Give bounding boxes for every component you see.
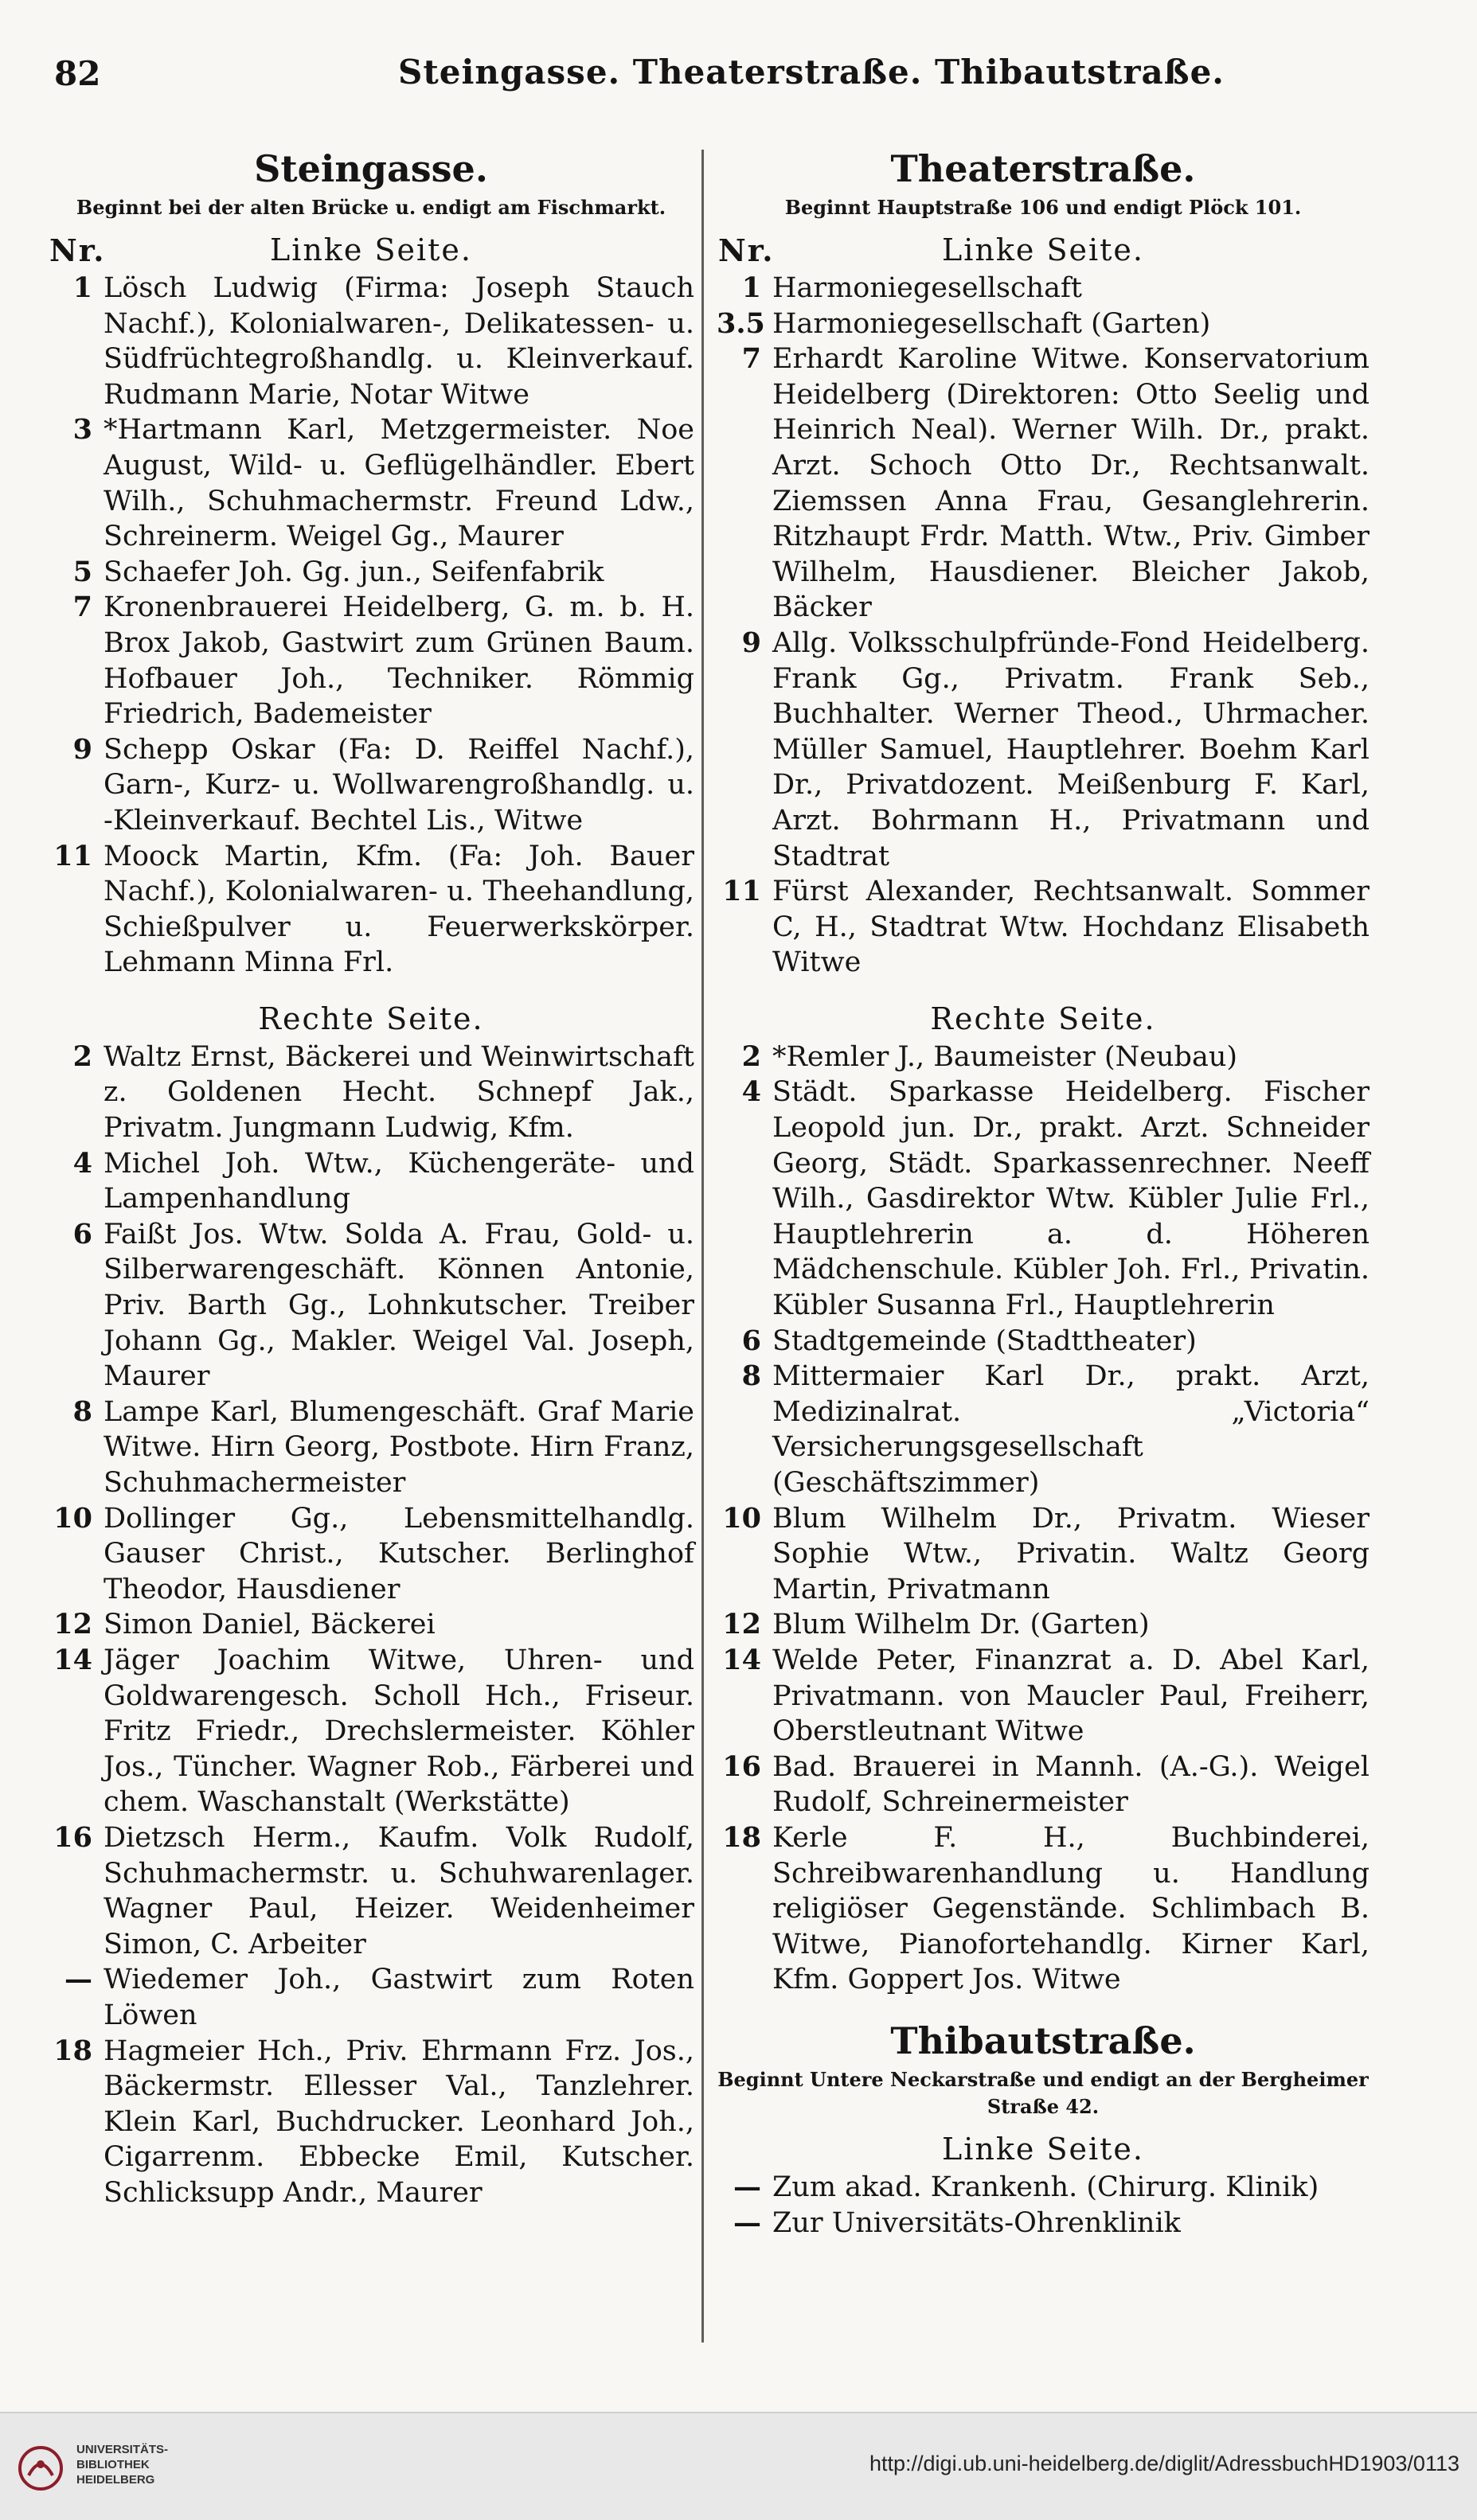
house-number: 16: [53, 1820, 92, 1854]
address-entry: [717, 1324, 1370, 1359]
address-entry: [48, 839, 694, 981]
entry-list: [717, 2170, 1370, 2241]
address-entry: [717, 2206, 1370, 2241]
column-divider: [701, 150, 704, 2343]
section-description: Beginnt Hauptstraße 106 und endigt Plöck 101.: [784, 196, 1302, 219]
address-entry: [48, 555, 694, 591]
house-number: 18: [53, 2034, 92, 2067]
house-number: 2: [741, 1040, 761, 1073]
address-entry: [48, 1962, 694, 2033]
house-number: 12: [722, 1608, 761, 1641]
entry-text: Welde Peter, Finanzrat a. D. Abel Karl, Privatmann. von Maucler Paul, Freiherr, Oberstleutnant Witwe: [772, 1644, 1370, 1748]
address-entry: [717, 1750, 1370, 1820]
entry-text: Fürst Alexander, Rechtsanwalt. Sommer C, H., Stadtrat Wtw. Hochdanz Elisabeth Witwe: [772, 876, 1370, 979]
address-entry: [717, 626, 1370, 874]
entry-list: [48, 1040, 694, 2211]
section-title-theaterstrasse: Theaterstraße.: [890, 147, 1196, 190]
house-number: 1: [72, 271, 92, 304]
entry-text: Faißt Jos. Wtw. Solda A. Frau, Gold- u. Silberwarengeschäft. Können Antonie, Priv. Barth Gg., Lohnkutscher. Treiber Johann Gg., Makler. Weigel Val. Joseph, Maurer: [104, 1218, 694, 1393]
entry-text: Bad. Brauerei in Mannh. (A.-G.). Weigel Rudolf, Schreinermeister: [772, 1750, 1370, 1819]
address-entry: [717, 341, 1370, 626]
address-entry: [48, 1501, 694, 1608]
house-number: 18: [722, 1820, 761, 1854]
entry-text: Hagmeier Hch., Priv. Ehrmann Frz. Jos., Bäckermstr. Ellesser Val., Tanzlehrer. Klein Karl, Buchdrucker. Leonhard Joh., Cigarrenm. Ebbecke Emil, Kutscher. Schlicksupp Andr., Maurer: [104, 2034, 694, 2209]
entry-text: Kronenbrauerei Heidelberg, G. m. b. H. Brox Jakob, Gastwirt zum Grünen Baum. Hofbauer Joh., Techniker. Römmig Friedrich, Bademeister: [104, 591, 694, 731]
footer-bar: [0, 2412, 1477, 2520]
house-number: 6: [741, 1324, 761, 1357]
house-number: 10: [722, 1501, 761, 1535]
address-entry: [717, 306, 1370, 342]
entry-text: Blum Wilhelm Dr. (Garten): [772, 1609, 1150, 1641]
entry-text: Michel Joh. Wtw., Küchengeräte- und Lampenhandlung: [104, 1147, 694, 1215]
house-number: 16: [722, 1750, 761, 1783]
address-entry: [717, 1820, 1370, 1998]
entry-text: Waltz Ernst, Bäckerei und Weinwirtschaft z. Goldenen Hecht. Schnepf Jak., Privatm. Jungmann Ludwig, Kfm.: [104, 1040, 694, 1145]
entry-text: Stadtgemeinde (Stadttheater): [772, 1324, 1197, 1357]
house-number: 9: [72, 732, 92, 766]
house-number: 8: [72, 1395, 92, 1428]
address-entry: [717, 2170, 1370, 2206]
house-number: 7: [741, 342, 761, 376]
side-header-right: Rechte Seite.: [930, 1001, 1156, 1036]
side-label: Linke Seite.: [942, 232, 1144, 267]
house-number: 9: [741, 626, 761, 659]
library-name: UNIVERSITÄTS- BIBLIOTHEK HEIDELBERG: [76, 2443, 169, 2487]
entry-text: Moock Martin, Kfm. (Fa: Joh. Bauer Nachf.), Kolonialwaren- u. Theehandlung, Schießpulver u. Feuerwerkskörper. Lehmann Minna Frl.: [104, 840, 694, 979]
running-header: [48, 48, 1429, 103]
entry-text: Erhardt Karoline Witwe. Konservatorium Heidelberg (Direktoren: Otto Seelig und Heinrich Neal). Werner Wilh. Dr., prakt. Arzt. Schoch Otto Dr., Rechtsanwalt. Ziemssen Anna Frau, Gesanglehrerin. Ritzhaupt Frdr. Matth. Wtw., Priv. Gimber Wilhelm, Hausdiener. Bleicher Jakob, Bäcker: [772, 343, 1370, 624]
address-entry: [48, 271, 694, 412]
entry-text: Lampe Karl, Blumengeschäft. Graf Marie Witwe. Hirn Georg, Postbote. Hirn Franz, Schuhmachermeister: [104, 1395, 694, 1499]
house-number: 5: [72, 555, 92, 588]
entry-text: Wiedemer Joh., Gastwirt zum Roten Löwen: [104, 1964, 694, 2031]
address-entry: [717, 1501, 1370, 1608]
house-number: 6: [72, 1217, 92, 1250]
side-header-left: [717, 229, 1370, 271]
nr-label: Nr.: [49, 232, 106, 268]
house-number: 2: [72, 1040, 92, 1073]
address-entry: [48, 2034, 694, 2211]
address-entry: [48, 1217, 694, 1395]
address-entry: [717, 1359, 1370, 1500]
address-entry: [717, 1040, 1370, 1075]
section-title-thibautstrasse: Thibautstraße.: [890, 2019, 1196, 2062]
house-number: —: [733, 2206, 761, 2239]
right-column: [717, 143, 1370, 2241]
address-entry: [48, 590, 694, 731]
entry-list: [717, 1040, 1370, 1998]
house-number: —: [733, 2170, 761, 2203]
address-entry: [717, 271, 1370, 306]
entry-text: Dollinger Gg., Lebensmittelhandlg. Gauser Christ., Kutscher. Berlinghof Theodor, Hausdiener: [104, 1502, 694, 1605]
address-entry: [48, 1820, 694, 1962]
left-column: [48, 143, 694, 2210]
address-entry: [48, 1146, 694, 1217]
house-number: 3: [72, 413, 92, 447]
section-description: Beginnt bei der alten Brücke u. endigt am Fischmarkt.: [76, 196, 666, 219]
house-number: 3.5: [717, 306, 765, 340]
entry-text: Zum akad. Krankenh. (Chirurg. Klinik): [772, 2171, 1319, 2203]
house-number: —: [64, 1963, 92, 1996]
side-header-right: Rechte Seite.: [258, 1001, 484, 1036]
address-entry: [717, 1075, 1370, 1323]
entry-text: Harmoniegesellschaft (Garten): [772, 307, 1211, 340]
house-number: 7: [72, 591, 92, 624]
source-url-link[interactable]: http://digi.ub.uni-heidelberg.de/diglit/AdressbuchHD1903/0113: [869, 2452, 1459, 2475]
entry-text: Lösch Ludwig (Firma: Joseph Stauch Nachf.), Kolonialwaren-, Delikatessen- u. Südfrüchtegroßhandlg. u. Kleinverkauf. Rudmann Marie, Notar Witwe: [104, 272, 694, 411]
side-header-left: Linke Seite.: [942, 2131, 1144, 2167]
nr-label: Nr.: [718, 232, 775, 268]
entry-text: *Remler J., Baumeister (Neubau): [772, 1040, 1238, 1073]
entry-text: *Hartmann Karl, Metzgermeister. Noe August, Wild- u. Geflügelhändler. Ebert Wilh., Schuhmachermstr. Freund Ldw., Schreinerm. Weigel Gg., Maurer: [104, 414, 694, 553]
address-entry: [48, 412, 694, 554]
entry-text: Schaefer Joh. Gg. jun., Seifenfabrik: [104, 556, 604, 588]
side-label: Linke Seite.: [270, 232, 472, 267]
house-number: 4: [72, 1146, 92, 1180]
running-title: Steingasse. Theaterstraße. Thibautstraße.: [398, 53, 1225, 92]
entry-text: Allg. Volksschulpfründe-Fond Heidelberg. Frank Gg., Privatm. Frank Seb., Buchhalter. Werner Theod., Uhrmacher. Müller Samuel, Hauptlehrer. Boehm Karl Dr., Privatdozent. Meißenburg F. Karl, Arzt. Bohrmann H., Privatmann und Stadtrat: [772, 626, 1370, 872]
address-entry: [48, 1040, 694, 1146]
section-title-steingasse: Steingasse.: [254, 147, 488, 190]
entry-text: Dietzsch Herm., Kaufm. Volk Rudolf, Schuhmachermstr. u. Schuhwarenlager. Wagner Paul, Heizer. Weidenheimer Simon, C. Arbeiter: [104, 1821, 694, 1960]
entry-list: [48, 271, 694, 981]
house-number: 14: [722, 1643, 761, 1676]
entry-text: Harmoniegesellschaft: [772, 272, 1082, 304]
address-entry: [48, 1607, 694, 1643]
entry-text: Städt. Sparkasse Heidelberg. Fischer Leopold jun. Dr., prakt. Arzt. Schneider Georg, Städt. Sparkassenrechner. Neeff Wilh., Gasdirektor Wtw. Kübler Julie Frl., Hauptlehrerin a. d. Höheren Mädchenschule. Kübler Joh. Frl., Privatin. Kübler Susanna Frl., Hauptlehrerin: [772, 1076, 1370, 1322]
library-logo-icon: [18, 2445, 64, 2491]
house-number: 14: [53, 1643, 92, 1676]
house-number: 12: [53, 1608, 92, 1641]
entry-text: Jäger Joachim Witwe, Uhren- und Goldwarengesch. Scholl Hch., Friseur. Fritz Friedr., Drechslermeister. Köhler Jos., Tüncher. Wagner Rob., Färberei und chem. Waschanstalt (Werkstätte): [104, 1644, 694, 1819]
house-number: 11: [722, 875, 761, 908]
entry-text: Kerle F. H., Buchbinderei, Schreibwarenhandlung u. Handlung religiöser Gegenstände. Schlimbach B. Witwe, Pianofortehandlg. Kirner Karl, Kfm. Goppert Jos. Witwe: [772, 1821, 1370, 1996]
address-entry: [48, 732, 694, 839]
house-number: 1: [741, 271, 761, 304]
address-entry: [48, 1395, 694, 1501]
address-entry: [717, 1607, 1370, 1643]
entry-text: Blum Wilhelm Dr., Privatm. Wieser Sophie Wtw., Privatin. Waltz Georg Martin, Privatmann: [772, 1502, 1370, 1605]
house-number: 10: [53, 1501, 92, 1535]
entry-text: Schepp Oskar (Fa: D. Reiffel Nachf.), Garn-, Kurz- u. Wollwarengroßhandlg. u. -Kleinverkauf. Bechtel Lis., Witwe: [104, 733, 694, 837]
section-description: Beginnt Untere Neckarstraße und endigt an der Bergheimer Straße 42.: [717, 2067, 1369, 2118]
address-entry: [717, 1643, 1370, 1750]
page-number: 82: [54, 54, 101, 93]
address-entry: [717, 874, 1370, 981]
house-number: 8: [741, 1359, 761, 1393]
address-entry: [48, 1643, 694, 1820]
side-header-left: [48, 229, 694, 271]
house-number: 4: [741, 1075, 761, 1109]
entry-text: Zur Universitäts-Ohrenklinik: [772, 2206, 1181, 2239]
entry-text: Simon Daniel, Bäckerei: [104, 1609, 436, 1641]
entry-list: [717, 271, 1370, 981]
entry-text: Mittermaier Karl Dr., prakt. Arzt, Medizinalrat. „Victoria“ Versicherungsgesellschaft (Geschäftszimmer): [772, 1360, 1370, 1499]
house-number: 11: [53, 839, 92, 872]
